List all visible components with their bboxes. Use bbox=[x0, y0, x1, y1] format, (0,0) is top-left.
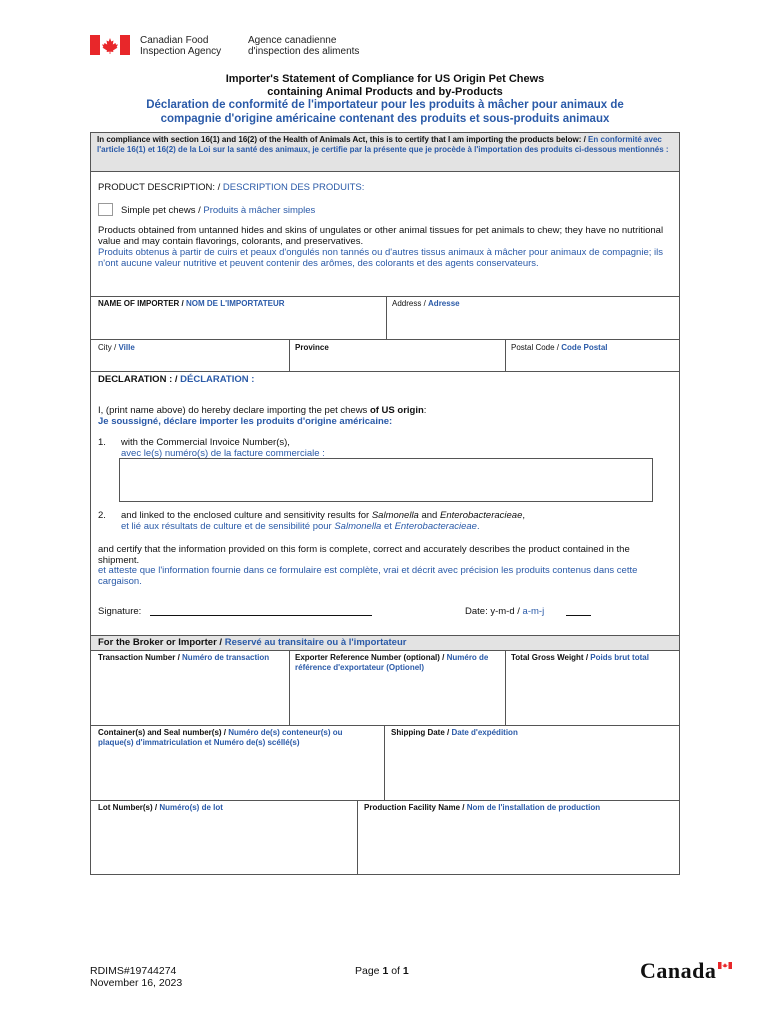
item1-number: 1. bbox=[98, 437, 106, 448]
canada-wordmark: Canada bbox=[640, 958, 717, 983]
exporter-reference-label: Exporter Reference Number (optional) / Numéro de référence d'exportateur (Optionel) bbox=[295, 653, 489, 672]
wordmark-flag-icon bbox=[718, 962, 732, 969]
city-label: City / Ville bbox=[98, 343, 135, 352]
item1-label-fr: avec le(s) numéro(s) de la facture commerciale : bbox=[121, 448, 325, 459]
simple-pet-chews-checkbox[interactable] bbox=[98, 203, 113, 216]
production-facility-field[interactable] bbox=[358, 815, 679, 873]
shipping-date-field[interactable] bbox=[385, 740, 679, 800]
container-seal-field[interactable] bbox=[91, 750, 384, 800]
province-field[interactable] bbox=[290, 355, 505, 371]
page-number: Page 1 of 1 bbox=[355, 965, 409, 977]
certify-text-en: and certify that the information provided on this form is complete, correct and accurately describes the product contained in the shipment. bbox=[98, 544, 630, 566]
page-title-fr: Déclaration de conformité de l'importateur pour les produits à mâcher pour animaux de compagnie d'origine américaine contenant des produits et sous-produits animaux bbox=[146, 99, 624, 125]
importer-name-label: NAME OF IMPORTER / NOM DE L'IMPORTATEUR bbox=[98, 299, 285, 308]
address-field[interactable] bbox=[387, 311, 679, 339]
certify-text-fr: et atteste que l'information fournie dans ce formulaire est complète, vrai et décrit avec précision les produits contenus dans cette cargaison. bbox=[98, 565, 638, 587]
declaration-intro-en: I, (print name above) do hereby declare importing the pet chews of US origin: bbox=[98, 405, 427, 416]
canada-flag-icon bbox=[90, 35, 130, 55]
address-label: Address / Adresse bbox=[392, 299, 460, 308]
container-seal-label: Container(s) and Seal number(s) / Numéro de(s) conteneur(s) ou plaque(s) d'immatriculation et Numéro de(s) scéllé(s) bbox=[98, 728, 343, 747]
page-title-en: Importer's Statement of Compliance for US Origin Pet Chews containing Animal Products and by-Products bbox=[225, 73, 545, 98]
date-label: Date: y-m-d / a-m-j bbox=[465, 606, 545, 617]
item2-label-fr: et lié aux résultats de culture et de sensibilité pour Salmonella et Enterobacteracieae. bbox=[121, 521, 480, 532]
declaration-intro-fr: Je soussigné, déclare importer les produits d'origine américaine: bbox=[98, 416, 393, 427]
invoice-number-field[interactable] bbox=[119, 458, 653, 502]
compliance-statement: In compliance with section 16(1) and 16(2) of the Health of Animals Act, this is to certify that I am importing the products below: / En conformité avec l'article 16(1) et 16(2) de la Loi sur la santé des animaux, je certifie par la présente que je procède à l'importation des produits ci-dessous mentionnés : bbox=[91, 133, 679, 171]
signature-label: Signature: bbox=[98, 606, 142, 617]
compliance-form bbox=[90, 132, 680, 875]
production-facility-label: Production Facility Name / Nom de l'installation de production bbox=[364, 803, 601, 812]
item1-label-en: with the Commercial Invoice Number(s), bbox=[121, 437, 290, 448]
declaration-heading: DECLARATION : / DÉCLARATION : bbox=[98, 374, 255, 385]
gross-weight-field[interactable] bbox=[506, 675, 679, 725]
shipping-date-label: Shipping Date / Date d'expédition bbox=[391, 728, 518, 737]
postal-code-label: Postal Code / Code Postal bbox=[511, 343, 608, 352]
item2-number: 2. bbox=[98, 510, 106, 521]
document-reference: RDIMS#19744274 November 16, 2023 bbox=[90, 965, 183, 989]
broker-section-heading: For the Broker or Importer / Reservé au transitaire ou à l'importateur bbox=[91, 636, 679, 650]
gross-weight-label: Total Gross Weight / Poids brut total bbox=[511, 653, 649, 662]
province-label: Province bbox=[295, 343, 329, 352]
importer-name-field[interactable] bbox=[91, 311, 386, 339]
transaction-number-field[interactable] bbox=[91, 675, 289, 725]
product-description-heading: PRODUCT DESCRIPTION: / DESCRIPTION DES PRODUITS: bbox=[98, 182, 365, 193]
postal-code-field[interactable] bbox=[506, 355, 679, 371]
date-field[interactable] bbox=[566, 615, 591, 616]
product-description-fr: Produits obtenus à partir de cuirs et peaux d'ongulés non tannés ou d'autres tissus animaux à mâcher pour animaux de compagnie; ils n'ont aucune valeur nutritive et peuvent contenir des arômes, des colorants et des agents conservateurs. bbox=[98, 247, 663, 269]
agency-name-fr: Agence canadienne d'inspection des aliments bbox=[248, 35, 360, 57]
product-description-en: Products obtained from untanned hides and skins of ungulates or other animal tissues for pet animals to chew; they have no nutritional value and may contain flavorings, colorants, and preservatives. bbox=[98, 225, 664, 247]
agency-name-en: Canadian Food Inspection Agency bbox=[140, 35, 222, 57]
exporter-reference-field[interactable] bbox=[290, 675, 505, 725]
city-field[interactable] bbox=[91, 355, 289, 371]
simple-pet-chews-label: Simple pet chews / Produits à mâcher simples bbox=[121, 205, 316, 216]
signature-field[interactable] bbox=[150, 615, 372, 616]
lot-number-label: Lot Number(s) / Numéro(s) de lot bbox=[98, 803, 223, 812]
transaction-number-label: Transaction Number / Numéro de transaction bbox=[98, 653, 270, 662]
item2-label-en: and linked to the enclosed culture and sensitivity results for Salmonella and Enterobacteracieae, bbox=[121, 510, 526, 521]
lot-number-field[interactable] bbox=[91, 815, 357, 873]
